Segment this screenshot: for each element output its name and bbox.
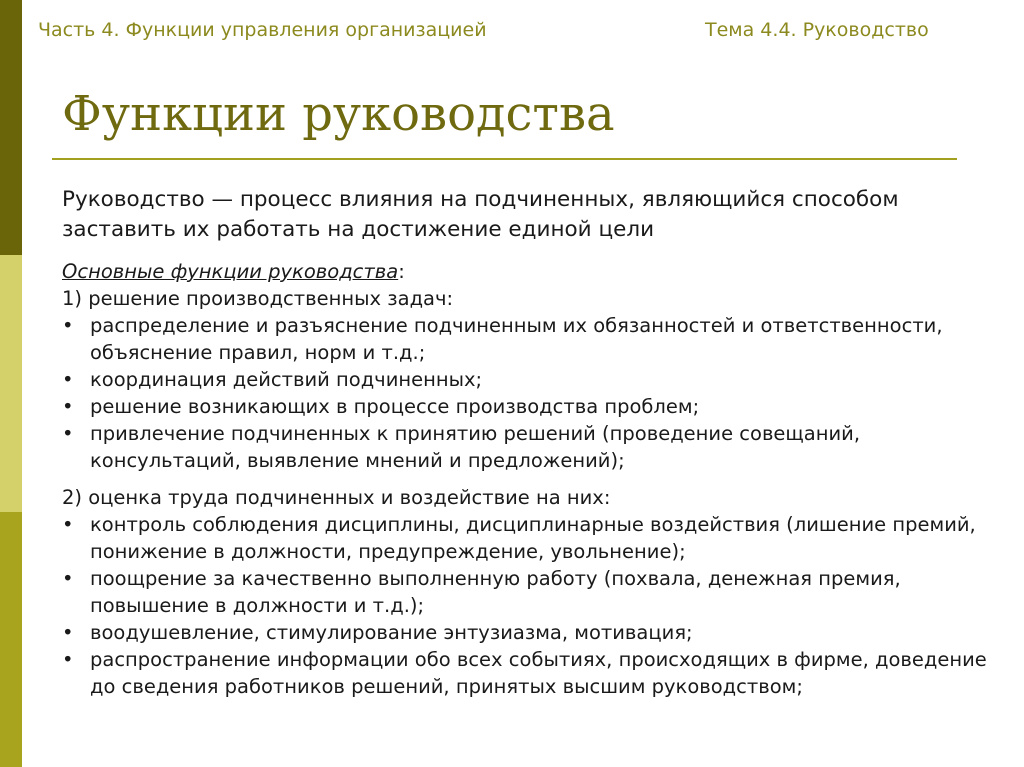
group2-heading: 2) оценка труда подчиненных и воздействие на них: [62, 486, 611, 509]
bullet-icon: • [62, 422, 74, 445]
header-topic: Тема 4.4. Руководство [705, 19, 929, 41]
list-item-text: воодушевление, стимулирование энтузиазма, мотивация; [90, 621, 693, 644]
list-item-text: распределение и разъяснение подчиненным их обязанностей и ответственности, объяснение правил, норм и т.д.; [90, 314, 943, 364]
list-item-text: контроль соблюдения дисциплины, дисциплинарные воздействия (лишение премий, понижение в должности, предупреждение, увольнение); [90, 513, 976, 563]
list-item [62, 565, 992, 619]
bullet-icon: • [62, 621, 74, 644]
slide-title: Функции руководства [62, 86, 615, 142]
group1-list [62, 312, 992, 474]
lead-definition: Руководство — процесс влияния на подчиненных, являющийся способом заставить их работать на достижение единой цели [62, 187, 899, 242]
list-item [62, 420, 992, 474]
title-divider [52, 158, 957, 160]
bullet-icon: • [62, 648, 74, 671]
header-part: Часть 4. Функции управления организацией [38, 19, 487, 41]
list-item [62, 312, 992, 366]
list-item-text: распространение информации обо всех событиях, происходящих в фирме, доведение до сведения работников решений, принятых высшим руководством; [90, 648, 987, 698]
bullet-icon: • [62, 513, 74, 536]
group1-heading: 1) решение производственных задач: [62, 287, 454, 310]
decor-stripe-middle [0, 255, 22, 512]
list-item-text: координация действий подчиненных; [90, 368, 483, 391]
list-item [62, 619, 992, 646]
list-item-text: решение возникающих в процессе производства проблем; [90, 395, 700, 418]
list-item [62, 366, 992, 393]
bullet-icon: • [62, 314, 74, 337]
group2-list [62, 511, 992, 700]
list-item-text: поощрение за качественно выполненную работу (похвала, денежная премия, повышение в должности и т.д.); [90, 567, 901, 617]
bullet-icon: • [62, 368, 74, 391]
list-item [62, 511, 992, 565]
subheading-text: Основные функции руководства [62, 260, 399, 283]
bullet-icon: • [62, 395, 74, 418]
bullet-icon: • [62, 567, 74, 590]
decor-stripe-top [0, 0, 22, 255]
list-item-text: привлечение подчиненных к принятию решений (проведение совещаний, консультаций, выявление мнений и предложений); [90, 422, 861, 472]
subheading-colon: : [398, 260, 405, 283]
list-item [62, 646, 992, 700]
decor-stripe-bottom [0, 512, 22, 767]
list-item [62, 393, 992, 420]
group-spacer [62, 474, 992, 484]
functions-content [62, 258, 992, 700]
functions-subheading [62, 258, 992, 285]
